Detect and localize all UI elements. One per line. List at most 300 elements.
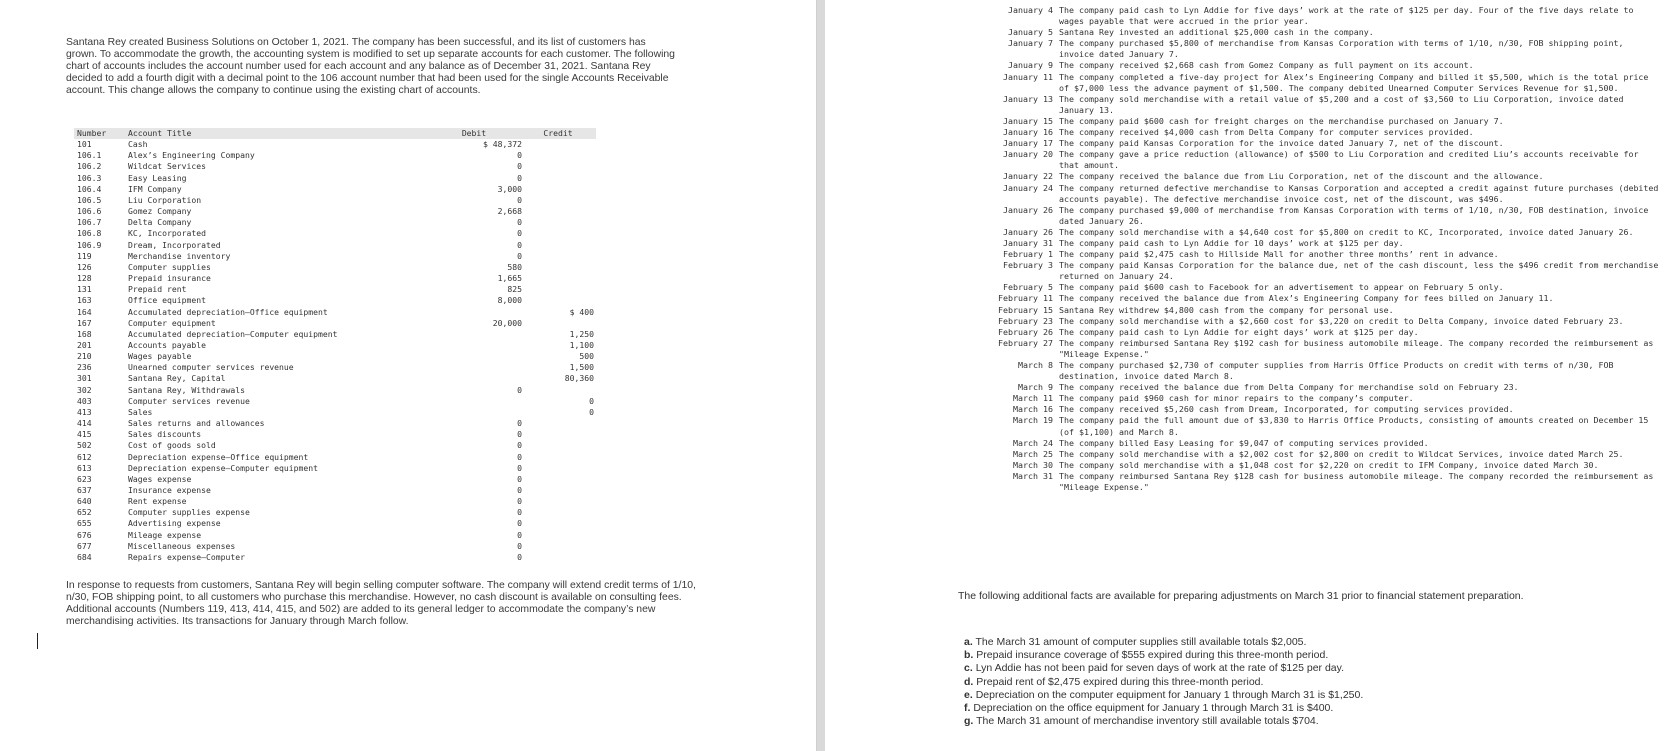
transaction-date: March 30 <box>1013 459 1053 470</box>
table-row <box>74 429 596 440</box>
credit-cell <box>522 452 596 463</box>
account-title-cell: Miscellaneous expenses <box>128 540 236 551</box>
transaction-item <box>965 449 1665 460</box>
transaction-item <box>965 293 1665 304</box>
account-title-cell: Computer supplies expense <box>128 507 250 518</box>
account-number-cell: 119 <box>77 250 92 261</box>
account-title-cell: Gomez Company <box>128 206 192 217</box>
account-number-cell: 106.4 <box>77 183 102 194</box>
table-row <box>74 518 596 529</box>
debit-cell <box>386 373 522 384</box>
debit-cell <box>386 362 522 373</box>
account-number-cell: 676 <box>77 529 92 540</box>
account-title-cell: KC, Incorporated <box>128 228 206 239</box>
transaction-item <box>965 72 1665 94</box>
transaction-item <box>965 249 1665 260</box>
account-number-cell: 106.7 <box>77 217 102 228</box>
credit-cell <box>522 184 596 195</box>
header-number: Number <box>74 128 128 139</box>
account-number-cell: 623 <box>77 473 92 484</box>
debit-cell <box>386 329 522 340</box>
debit-cell: 0 <box>517 384 522 395</box>
account-number-cell: 101 <box>77 139 92 150</box>
table-row <box>74 195 596 206</box>
adjustment-text: Lyn Addie has not been paid for seven days of work at the rate of $125 per day. <box>975 662 1345 675</box>
credit-cell <box>522 429 596 440</box>
account-title-cell: Rent expense <box>128 496 187 507</box>
account-title-cell: Depreciation expense—Office equipment <box>128 451 309 462</box>
header-debit: Debit <box>386 128 522 139</box>
transaction-date: March 16 <box>1013 404 1053 415</box>
account-number-cell: 413 <box>77 406 92 417</box>
table-row <box>74 418 596 429</box>
transaction-item <box>965 282 1665 293</box>
credit-cell <box>522 195 596 206</box>
account-number-cell: 106.3 <box>77 172 102 183</box>
transaction-date: March 11 <box>1013 393 1053 404</box>
account-number-cell: 210 <box>77 351 92 362</box>
table-row <box>74 396 596 407</box>
transaction-text: The company received the balance due from Alex’s Engineering Company for fees billed on January 11. <box>1059 293 1554 304</box>
account-title-cell: Delta Company <box>128 217 192 228</box>
transaction-item <box>965 438 1665 449</box>
credit-cell <box>522 552 596 563</box>
transaction-date: January 7 <box>1008 38 1053 49</box>
account-title-cell: Wildcat Services <box>128 161 206 172</box>
table-row <box>74 173 596 184</box>
adjustment-text: The March 31 amount of computer supplies still available totals $2,005. <box>975 636 1307 648</box>
account-title-cell: Alex’s Engineering Company <box>128 150 255 161</box>
table-row <box>74 373 596 384</box>
credit-cell <box>522 507 596 518</box>
credit-cell <box>522 273 596 284</box>
transaction-item <box>965 382 1665 393</box>
account-number-cell: 684 <box>77 551 92 562</box>
account-title-cell: Prepaid insurance <box>128 273 211 284</box>
transaction-text: The company received $2,668 cash from Gomez Company as full payment on its account. <box>1059 60 1474 71</box>
credit-cell <box>522 295 596 306</box>
credit-cell <box>522 440 596 451</box>
debit-cell: 0 <box>517 429 522 440</box>
table-row <box>74 161 596 172</box>
transaction-date: January 31 <box>1003 237 1053 248</box>
account-title-cell: Accumulated depreciation—Computer equipment <box>128 328 338 339</box>
transaction-date: January 9 <box>1008 60 1053 71</box>
debit-cell: 0 <box>517 551 522 562</box>
table-row <box>74 329 596 340</box>
account-number-cell: 302 <box>77 384 92 395</box>
credit-cell <box>522 217 596 228</box>
account-title-cell: Computer supplies <box>128 261 211 272</box>
table-row <box>74 452 596 463</box>
transaction-date: February 23 <box>998 315 1053 326</box>
account-number-cell: 126 <box>77 261 92 272</box>
transaction-text: The company received $4,000 cash from Delta Company for computer services provided. <box>1059 127 1474 138</box>
account-number-cell: 131 <box>77 284 92 295</box>
intro-paragraph: Santana Rey created Business Solutions on October 1, 2021. The company has been successful, and its list of customers has grown. To accommodate the growth, the accounting system is modified to set up separate accounts for each customer. The following chart of accounts includes the account number used for each account and any balance as of December 31, 2021. Santana Rey decided to add a fourth digit with a decimal point to the 106 account number that had been used for the single Accounts Receivable account. This change allows the company to continue using the existing chart of accounts. <box>66 37 675 97</box>
transaction-text: The company paid the full amount due of $3,830 to Harris Office Products, consisting of amounts created on December 15 (of $1,100) and March 8. <box>1059 415 1649 437</box>
debit-cell: 580 <box>507 261 522 272</box>
debit-cell: 0 <box>517 150 522 161</box>
account-title-cell: Insurance expense <box>128 485 211 495</box>
credit-cell <box>522 385 596 396</box>
adjustment-letter: e. <box>964 688 973 701</box>
right-document-pane <box>825 0 1665 751</box>
debit-cell: 0 <box>517 473 522 484</box>
transaction-date: January 5 <box>1008 27 1053 38</box>
account-number-cell: 128 <box>77 273 92 284</box>
transaction-date: January 24 <box>1003 182 1053 193</box>
account-title-cell: Mileage expense <box>128 529 202 540</box>
debit-cell: 8,000 <box>497 295 522 306</box>
table-row <box>74 385 596 396</box>
table-row <box>74 251 596 262</box>
transaction-date: February 5 <box>1003 282 1053 293</box>
debit-cell: 20,000 <box>492 317 522 328</box>
adjustment-text: Depreciation on the computer equipment for January 1 through March 31 is $1,250. <box>975 688 1364 701</box>
transaction-item <box>965 94 1665 116</box>
transaction-item <box>965 116 1665 127</box>
account-number-cell: 613 <box>77 462 92 473</box>
credit-cell <box>522 284 596 295</box>
debit-cell: 0 <box>517 440 522 451</box>
transaction-date: March 19 <box>1013 415 1053 426</box>
transaction-date: January 15 <box>1003 115 1053 126</box>
table-row <box>74 496 596 507</box>
adjustment-item <box>964 636 1363 649</box>
header-account-title: Account Title <box>128 128 386 139</box>
transaction-item <box>965 183 1665 205</box>
account-title-cell: Prepaid rent <box>128 284 187 295</box>
chart-of-accounts-table <box>74 128 596 563</box>
transaction-text: The company sold merchandise with a $1,048 cost for $2,220 on credit to IFM Company, invoice dated March 30. <box>1059 459 1599 470</box>
account-number-cell: 106.6 <box>77 206 102 217</box>
transaction-text: The company paid cash to Lyn Addie for eight days’ work at $125 per day. <box>1059 326 1419 337</box>
table-row <box>74 440 596 451</box>
debit-cell: 0 <box>517 507 522 518</box>
table-row <box>74 273 596 284</box>
account-title-cell: Accumulated depreciation—Office equipment <box>128 306 328 317</box>
transaction-item <box>965 404 1665 415</box>
table-row <box>74 340 596 351</box>
table-row <box>74 362 596 373</box>
account-title-cell: Liu Corporation <box>128 194 202 205</box>
table-row <box>74 295 596 306</box>
table-row <box>74 262 596 273</box>
transaction-text: The company purchased $2,730 of computer supplies from Harris Office Products on credit with terms of n/30, FOB destination, invoice dated March 8. <box>1059 360 1614 382</box>
table-row <box>74 284 596 295</box>
debit-cell: 0 <box>517 161 522 172</box>
adjustment-item <box>964 715 1363 728</box>
transaction-item <box>965 316 1665 327</box>
text-cursor <box>37 633 38 649</box>
debit-cell: 0 <box>517 518 522 529</box>
transaction-text: The company purchased $9,000 of merchandise from Kansas Corporation with terms of 1/10, n/30, FOB destination, invoice dated January 26. <box>1059 204 1649 226</box>
transaction-text: The company reimbursed Santana Rey $128 cash for business automobile mileage. The company recorded the reimbursement as "Mileage Expense." <box>1059 470 1654 493</box>
credit-cell: 500 <box>579 351 594 362</box>
account-title-cell: Computer equipment <box>128 317 216 328</box>
transaction-text: The company completed a five-day project for Alex’s Engineering Company and billed it $5,500, which is the total price of $7,000 less the advance payment of $1,500. The company debited Unearned Computer Services Revenue for $1,500. <box>1059 71 1649 93</box>
credit-cell <box>522 262 596 273</box>
credit-cell <box>522 206 596 217</box>
table-header-row <box>74 128 596 139</box>
account-number-cell: 414 <box>77 418 92 429</box>
table-row <box>74 318 596 329</box>
debit-cell: 0 <box>517 418 522 429</box>
transaction-item <box>965 38 1665 60</box>
table-row <box>74 474 596 485</box>
transaction-date: January 22 <box>1003 171 1053 182</box>
credit-cell <box>522 541 596 552</box>
debit-cell <box>386 407 522 418</box>
account-number-cell: 106.9 <box>77 239 102 250</box>
transaction-text: The company paid cash to Lyn Addie for 10 days’ work at $125 per day. <box>1059 237 1404 248</box>
table-row <box>74 228 596 239</box>
table-row <box>74 530 596 541</box>
account-title-cell: Wages expense <box>128 473 192 484</box>
transaction-item <box>965 415 1665 437</box>
debit-cell: 3,000 <box>497 183 522 194</box>
account-title-cell: Office equipment <box>128 295 206 306</box>
transaction-item <box>965 5 1665 27</box>
table-row <box>74 407 596 418</box>
table-row <box>74 485 596 496</box>
credit-cell <box>522 485 596 496</box>
transaction-item <box>965 238 1665 249</box>
credit-cell: 0 <box>589 395 594 406</box>
table-row <box>74 463 596 474</box>
adjustment-letter: a. <box>964 636 973 648</box>
transaction-text: The company sold merchandise with a $2,002 cost for $2,800 on credit to Wildcat Services, invoice dated March 25. <box>1059 448 1624 459</box>
account-number-cell: 301 <box>77 373 92 384</box>
adjustment-item <box>964 689 1363 702</box>
account-title-cell: Santana Rey, Capital <box>128 373 226 384</box>
transaction-date: February 11 <box>998 293 1053 304</box>
transaction-item <box>965 460 1665 471</box>
account-title-cell: Sales discounts <box>128 429 202 440</box>
transaction-date: February 26 <box>998 326 1053 337</box>
debit-cell: 0 <box>517 194 522 205</box>
table-body <box>74 139 596 563</box>
transaction-text: The company received the balance due from Delta Company for merchandise sold on February 23. <box>1059 382 1519 393</box>
account-title-cell: Depreciation expense—Computer equipment <box>128 462 319 473</box>
credit-cell: 0 <box>589 406 594 417</box>
adjustment-text: The March 31 amount of merchandise inventory still available totals $704. <box>976 715 1319 728</box>
transaction-date: March 25 <box>1013 448 1053 459</box>
debit-cell: 0 <box>517 228 522 239</box>
transaction-date: February 3 <box>1003 260 1053 271</box>
transaction-text: The company paid cash to Lyn Addie for five days’ work at the rate of $125 per day. Four of the five days relate to wages payable that were accrued in the prior year. <box>1059 5 1634 27</box>
transaction-text: The company received the balance due from Liu Corporation, net of the discount and the allowance. <box>1059 171 1544 182</box>
adjustment-item <box>964 649 1363 662</box>
credit-cell: 1,250 <box>569 328 594 339</box>
account-title-cell: Dream, Incorporated <box>128 239 221 250</box>
transaction-item <box>965 305 1665 316</box>
transaction-date: March 24 <box>1013 437 1053 448</box>
credit-cell <box>522 228 596 239</box>
transaction-item <box>965 205 1665 227</box>
account-title-cell: Easy Leasing <box>128 172 187 183</box>
transaction-text: The company paid $2,475 cash to Hillside Mall for another three months’ rent in advance. <box>1059 249 1499 260</box>
adjustment-text: Prepaid insurance coverage of $555 expired during this three-month period. <box>976 649 1329 662</box>
transaction-text: The company reimbursed Santana Rey $192 cash for business automobile mileage. The company recorded the reimbursement as "Mileage Expense." <box>1059 337 1654 359</box>
account-title-cell: Cost of goods sold <box>128 440 216 451</box>
credit-cell <box>522 463 596 474</box>
transaction-date: January 11 <box>1003 71 1053 82</box>
transaction-date: March 9 <box>1018 382 1053 393</box>
account-number-cell: 106.5 <box>77 194 102 205</box>
transaction-item <box>965 27 1665 38</box>
account-title-cell: Unearned computer services revenue <box>128 362 294 373</box>
credit-cell: 1,100 <box>569 339 594 350</box>
account-number-cell: 236 <box>77 362 92 373</box>
transaction-date: January 17 <box>1003 138 1053 149</box>
transaction-list <box>965 5 1665 493</box>
account-number-cell: 106.8 <box>77 228 102 239</box>
debit-cell: 0 <box>517 172 522 183</box>
adjustment-letter: c. <box>964 662 973 675</box>
transaction-date: February 1 <box>1003 249 1053 260</box>
account-number-cell: 106.2 <box>77 161 102 172</box>
debit-cell: 2,668 <box>497 206 522 217</box>
transaction-text: The company paid Kansas Corporation for the invoice dated January 7, net of the discount. <box>1059 138 1504 149</box>
debit-cell <box>386 351 522 362</box>
transaction-date: February 15 <box>998 304 1053 315</box>
account-title-cell: Sales returns and allowances <box>128 418 265 429</box>
transaction-date: March 31 <box>1013 470 1053 481</box>
debit-cell: 0 <box>517 496 522 507</box>
account-number-cell: 164 <box>77 306 92 317</box>
adjustment-item <box>964 676 1363 689</box>
transaction-item <box>965 60 1665 71</box>
adjustment-text: Prepaid rent of $2,475 expired during this three-month period. <box>976 675 1264 688</box>
credit-cell <box>522 318 596 329</box>
debit-cell: $ 48,372 <box>483 139 522 150</box>
transaction-item <box>965 138 1665 149</box>
transaction-text: The company received $5,260 cash from Dream, Incorporated, for computing services provided. <box>1059 404 1514 415</box>
account-title-cell: Cash <box>128 139 148 150</box>
transaction-date: January 4 <box>1008 5 1053 15</box>
transaction-date: January 20 <box>1003 149 1053 160</box>
credit-cell <box>522 150 596 161</box>
adjustment-letter: f. <box>964 702 971 715</box>
transaction-item <box>965 127 1665 138</box>
account-number-cell: 415 <box>77 429 92 440</box>
transaction-text: Santana Rey invested an additional $25,000 cash in the company. <box>1059 27 1374 38</box>
additional-facts-intro: The following additional facts are available for preparing adjustments on March 31 prior to financial statement preparation. <box>958 590 1524 602</box>
credit-cell <box>522 240 596 251</box>
debit-cell: 0 <box>517 485 522 495</box>
credit-cell <box>522 173 596 184</box>
transaction-date: January 13 <box>1003 93 1053 104</box>
adjustment-list <box>964 636 1363 728</box>
debit-cell <box>386 307 522 318</box>
transaction-item <box>965 171 1665 182</box>
transaction-item <box>965 393 1665 404</box>
transaction-item <box>965 338 1665 360</box>
credit-cell: 80,360 <box>564 373 594 384</box>
transaction-text: The company paid $600 cash to Facebook for an advertisement to appear on February 5 only. <box>1059 282 1504 293</box>
transaction-text: The company returned defective merchandise to Kansas Corporation and accepted a credit against future purchases (debited accounts payable). The defective merchandise invoice cost, net of the discount, was $496. <box>1059 182 1659 204</box>
account-number-cell: 168 <box>77 328 92 339</box>
transaction-text: The company billed Easy Leasing for $9,047 of computing services provided. <box>1059 437 1429 448</box>
debit-cell: 0 <box>517 217 522 228</box>
transaction-item <box>965 360 1665 382</box>
adjustment-text: Depreciation on the office equipment for January 1 through March 31 is $400. <box>973 702 1334 715</box>
table-row <box>74 206 596 217</box>
debit-cell <box>386 396 522 407</box>
header-credit: Credit <box>522 128 596 139</box>
debit-cell: 0 <box>517 250 522 261</box>
account-number-cell: 167 <box>77 317 92 328</box>
table-row <box>74 507 596 518</box>
credit-cell <box>522 251 596 262</box>
credit-cell: 1,500 <box>569 362 594 373</box>
table-row <box>74 217 596 228</box>
credit-cell <box>522 496 596 507</box>
transaction-text: The company sold merchandise with a $2,660 cost for $3,220 on credit to Delta Company, invoice dated February 23. <box>1059 315 1624 326</box>
table-row <box>74 541 596 552</box>
transaction-date: February 27 <box>998 337 1053 348</box>
adjustment-letter: b. <box>964 649 974 662</box>
debit-cell: 1,665 <box>497 273 522 284</box>
table-row <box>74 184 596 195</box>
account-number-cell: 637 <box>77 485 92 495</box>
credit-cell: $ 400 <box>569 306 594 317</box>
left-document-pane <box>0 0 816 751</box>
transaction-date: January 26 <box>1003 204 1053 215</box>
transaction-item <box>965 327 1665 338</box>
table-row <box>74 240 596 251</box>
debit-cell: 0 <box>517 529 522 540</box>
account-title-cell: Wages payable <box>128 351 192 362</box>
account-number-cell: 655 <box>77 518 92 529</box>
table-row <box>74 351 596 362</box>
account-title-cell: Santana Rey, Withdrawals <box>128 384 245 395</box>
transaction-text: The company paid $600 cash for freight charges on the merchandise purchased on January 7. <box>1059 115 1504 126</box>
transaction-item <box>965 471 1665 493</box>
table-row <box>74 552 596 563</box>
transaction-date: January 16 <box>1003 127 1053 138</box>
account-number-cell: 106.1 <box>77 150 102 161</box>
transaction-item <box>965 149 1665 171</box>
account-title-cell: Repairs expense—Computer <box>128 551 245 562</box>
credit-cell <box>522 161 596 172</box>
account-number-cell: 201 <box>77 339 92 350</box>
transaction-item <box>965 227 1665 238</box>
credit-cell <box>522 474 596 485</box>
transaction-date: March 8 <box>1018 360 1053 370</box>
account-title-cell: Sales <box>128 406 153 417</box>
transaction-text: The company paid Kansas Corporation for the balance due, net of the cash discount, less the $496 credit from merchandise returned on January 24. <box>1059 260 1659 282</box>
debit-cell: 0 <box>517 451 522 462</box>
credit-cell <box>522 139 596 150</box>
account-number-cell: 640 <box>77 496 92 507</box>
debit-cell: 825 <box>507 284 522 295</box>
adjustment-item <box>964 662 1363 675</box>
transaction-text: The company sold merchandise with a $4,640 cost for $5,800 on credit to KC, Incorporated, invoice dated January 26. <box>1059 226 1634 237</box>
outro-paragraph: In response to requests from customers, Santana Rey will begin selling computer software. The company will extend credit terms of 1/10, n/30, FOB shipping point, to all customers who purchase this merchandise. However, no cash discount is available on consulting fees. Additional accounts (Numbers 119, 413, 414, 415, and 502) are added to its general ledger to accommodate the company’s new merchandising activities. Its transactions for January through March follow. <box>66 580 696 628</box>
transaction-text: The company purchased $5,800 of merchandise from Kansas Corporation with terms of 1/10, n/30, FOB shipping point, invoice dated January 7. <box>1059 38 1624 60</box>
table-row <box>74 307 596 318</box>
account-number-cell: 612 <box>77 451 92 462</box>
debit-cell: 0 <box>517 462 522 473</box>
transaction-text: The company paid $960 cash for minor repairs to the company’s computer. <box>1059 393 1414 404</box>
adjustment-letter: d. <box>964 675 974 688</box>
table-row <box>74 150 596 161</box>
credit-cell <box>522 418 596 429</box>
debit-cell: 0 <box>517 239 522 250</box>
